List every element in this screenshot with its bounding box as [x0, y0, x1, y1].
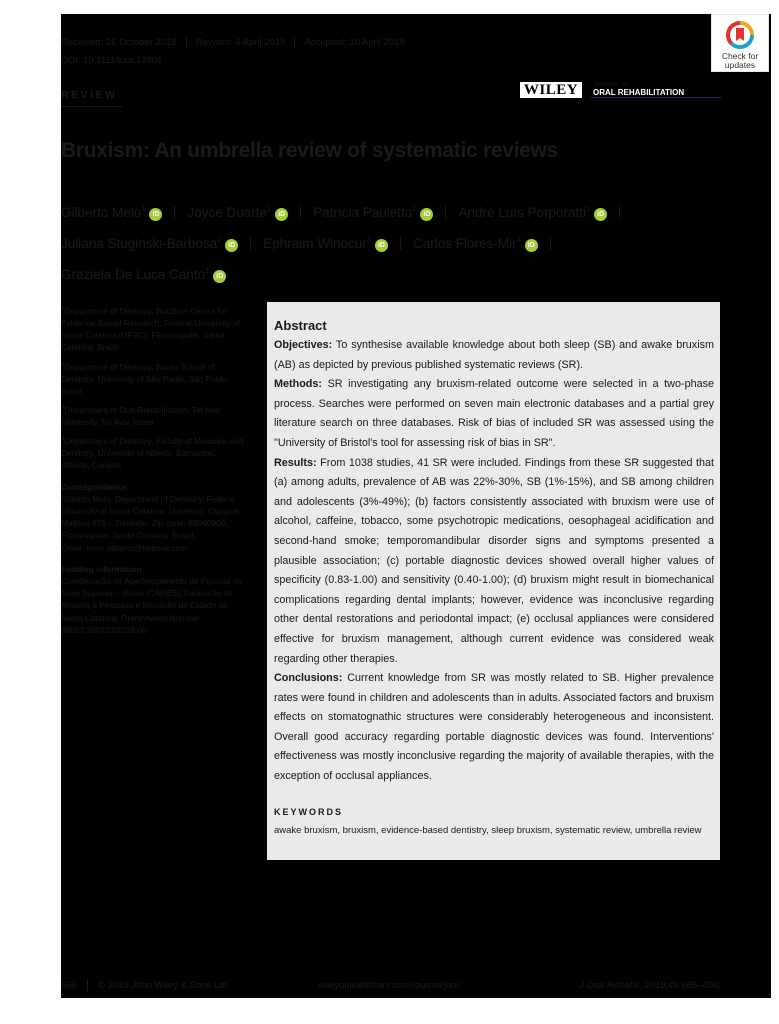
- affiliation-number: 3: [61, 404, 65, 411]
- section-rule: [61, 106, 122, 107]
- correspondence-heading: Correspondence: [61, 481, 127, 492]
- affiliation-ref: 2: [217, 235, 222, 244]
- author[interactable]: [313, 205, 433, 220]
- journal-logo-line1: JOURNAL OF: [593, 82, 628, 88]
- affiliation-number: 4: [61, 436, 65, 443]
- abstract-label: Methods:: [274, 378, 322, 391]
- divider: [87, 980, 88, 991]
- revised-date: Revised: 4 April 2019: [195, 37, 286, 49]
- correspondence-email[interactable]: Email: melo.gilberto@hotmail.com: [61, 542, 188, 553]
- orcid-icon[interactable]: iD: [594, 208, 607, 221]
- abstract-heading: Abstract: [274, 318, 327, 333]
- affiliation-text: Department of Dentistry, Brazilian Centre for Evidence-Based Research, Federal University of Santa Catarina (UFSC), Florianópolis, Santa Catarina, Brazil: [61, 305, 240, 353]
- orcid-icon[interactable]: iD: [149, 208, 162, 221]
- author-name: Joyce Duarte: [187, 205, 268, 220]
- abstract-text: To synthesise available knowledge about both sleep (SB) and awake bruxism (AB) as depicted by previous published systematic reviews (SR).: [274, 339, 714, 371]
- affiliation-ref: 1: [205, 266, 210, 275]
- affiliation-ref: 3: [366, 235, 371, 244]
- affiliation: [61, 402, 246, 428]
- author-list: [61, 195, 726, 288]
- author[interactable]: [263, 236, 388, 251]
- abstract-results: [274, 454, 714, 670]
- abstract-text: From 1038 studies, 41 SR were included. Findings from these SR suggested that (a) among adults, prevalence of AB was 22%-30%, SB (1%-15%), and SB among children and adolescents (3%-49%); (b) factors consistently associated with bruxism were use of alcohol, caffeine, tobacco, some psychotropic medications, oesophageal acidification and second-hand smoke; temporomandibular disorder signs and symptoms presented a plausible association; (c) portable diagnostic devices showed overall higher values of specificity (0.83-1.00) and sensitivity (0.40-1.00); (d) bruxism might result in biomechanical complications regarding dental implants; however, evidence was inconclusive regarding other dental restorations and periodontal impact; (e) occlusal appliances were considered effective for bruxism management, although current evidence was considered weak regarding other therapies.: [274, 456, 714, 665]
- abstract-text: SR investigating any bruxism-related outcome were selected in a two-phase process. Searches were performed on seven main electronic databases and a partial grey literature search on three databases. Risk of bias of included SR was assessed using the "University of Bristol's tool for assessing risk of bias in SR".: [274, 378, 714, 449]
- abstract-conclusions: [274, 669, 714, 787]
- affiliation-number: 2: [61, 361, 65, 368]
- orcid-icon[interactable]: iD: [213, 270, 226, 283]
- correspondence-text: Gilberto Melo, Department of Dentistry, Federal University of Santa Catarina, University Campus, Malloox 476 – Trindade, Zip code: 88040900, Florianópolis, Santa Catarina, Brazil.: [61, 493, 241, 541]
- author-name: Carlos Flores-Mir: [412, 236, 517, 251]
- copyright: © 2019 John Wiley & Sons Ltd: [98, 980, 227, 991]
- check-for-updates-badge[interactable]: [711, 14, 769, 72]
- abstract-text: Current knowledge from SR was mostly related to SB. Higher prevalence rates were found in children and adolescents than in adults. Associated factors and bruxism effects on stomatognathic structures were considerably heterogeneous and inconsistent. Overall good accuracy regarding portable diagnostic devices was found. Interventions' effectiveness was mostly inconclusive regarding the majority of available therapies, with the exception of occlusal appliances.: [274, 672, 714, 783]
- journal-website-link[interactable]: wileyonlinelibrary.com/journal/joor: [318, 980, 460, 991]
- abstract-label: Results:: [274, 456, 317, 469]
- citation: J Oral Rehabil. 2019;46:666–690.: [578, 980, 721, 991]
- author[interactable]: [458, 205, 607, 220]
- article-sidebar: [61, 303, 246, 636]
- divider: [186, 37, 187, 48]
- affiliation-ref: 1: [412, 204, 417, 213]
- affiliation: [61, 433, 246, 471]
- abstract-label: Conclusions:: [274, 672, 343, 685]
- abstract-box: [267, 302, 720, 860]
- author-name: Gilberto Melo: [61, 205, 142, 220]
- author-name: Patrícia Pauletto: [313, 205, 413, 220]
- orcid-icon[interactable]: iD: [225, 239, 238, 252]
- abstract-methods: [274, 375, 714, 453]
- orcid-icon[interactable]: iD: [275, 208, 288, 221]
- journal-logo: [591, 82, 721, 98]
- author[interactable]: [61, 236, 238, 251]
- affiliation-text: Department of Dentistry, Bauru School of Dentistry, University of São Paulo, São Paulo, Brazil: [61, 361, 230, 396]
- article-page: [61, 14, 771, 998]
- keywords-list: awake bruxism, bruxism, evidence-based dentistry, sleep bruxism, systematic review, umbrella review: [274, 824, 702, 836]
- article-history: [61, 37, 405, 48]
- doi[interactable]: DOI: 10.1111/joor.12801: [61, 55, 163, 66]
- author[interactable]: [61, 267, 226, 282]
- affiliation-text: Department of Dentistry, Faculty of Medicine and Dentistry, University of Alberta, Edmonton, Alberta, Canada: [61, 435, 244, 471]
- article-title: Bruxism: An umbrella review of systematic reviews: [61, 139, 558, 162]
- affiliation-ref: 1: [586, 204, 591, 213]
- publisher-logo: WILEY: [520, 82, 582, 98]
- author-separator: [300, 206, 301, 219]
- author-name: Juliana Stuginski-Barbosa: [61, 236, 218, 251]
- keywords-heading: KEYWORDS: [274, 806, 344, 817]
- abstract-label: Objectives:: [274, 339, 333, 351]
- affiliation: [61, 303, 246, 354]
- section-label: REVIEW: [61, 89, 118, 101]
- orcid-icon[interactable]: iD: [375, 239, 388, 252]
- affiliation-ref: 4: [516, 235, 521, 244]
- affiliation-text: Department of Oral Rehabilitation, Tel Aviv University, Tel Aviv, Israel: [61, 404, 220, 427]
- author-name: Graziela De Luca Canto: [61, 267, 206, 282]
- affiliation-ref: 1: [141, 204, 146, 213]
- author-separator: [400, 237, 401, 250]
- affiliation-number: 1: [61, 306, 65, 312]
- author-separator: [174, 206, 175, 219]
- journal-logo-line2: ORAL REHABILITATION: [593, 88, 685, 97]
- orcid-icon[interactable]: iD: [420, 208, 433, 221]
- affiliation-ref: 1: [267, 204, 272, 213]
- page-number: 666: [61, 980, 77, 991]
- check-for-updates-label: [712, 52, 768, 70]
- affiliation: [61, 359, 246, 397]
- check-for-updates-line2: updates: [724, 60, 756, 70]
- funding-heading: Funding information: [61, 563, 142, 574]
- author-separator: [619, 206, 620, 219]
- check-for-updates-icon: [725, 20, 755, 50]
- received-date: Received: 16 October 2018: [61, 37, 177, 49]
- author-name: André Luís Porporatti: [458, 205, 586, 220]
- funding-text: Coordenação de Aperfeiçoamento de Pessoal de Nível Superior – Brasil (CAPES); Fundação de Amparo à Pesquisa e Inovação do Estado de Santa Catarina, Grant/Award Number: 88887.200723/2018-00: [61, 575, 242, 635]
- author[interactable]: [187, 205, 288, 220]
- author[interactable]: [413, 236, 538, 251]
- author-name: Ephraim Winocur: [263, 236, 367, 251]
- author-separator: [250, 237, 251, 250]
- divider: [294, 37, 295, 48]
- author-separator: [445, 206, 446, 219]
- author[interactable]: [61, 205, 162, 220]
- check-for-updates-line1: Check for: [721, 51, 759, 61]
- author-separator: [550, 237, 551, 250]
- accepted-date: Accepted: 10 April 2019: [304, 37, 405, 49]
- abstract-objectives: [274, 336, 714, 375]
- orcid-icon[interactable]: iD: [525, 239, 538, 252]
